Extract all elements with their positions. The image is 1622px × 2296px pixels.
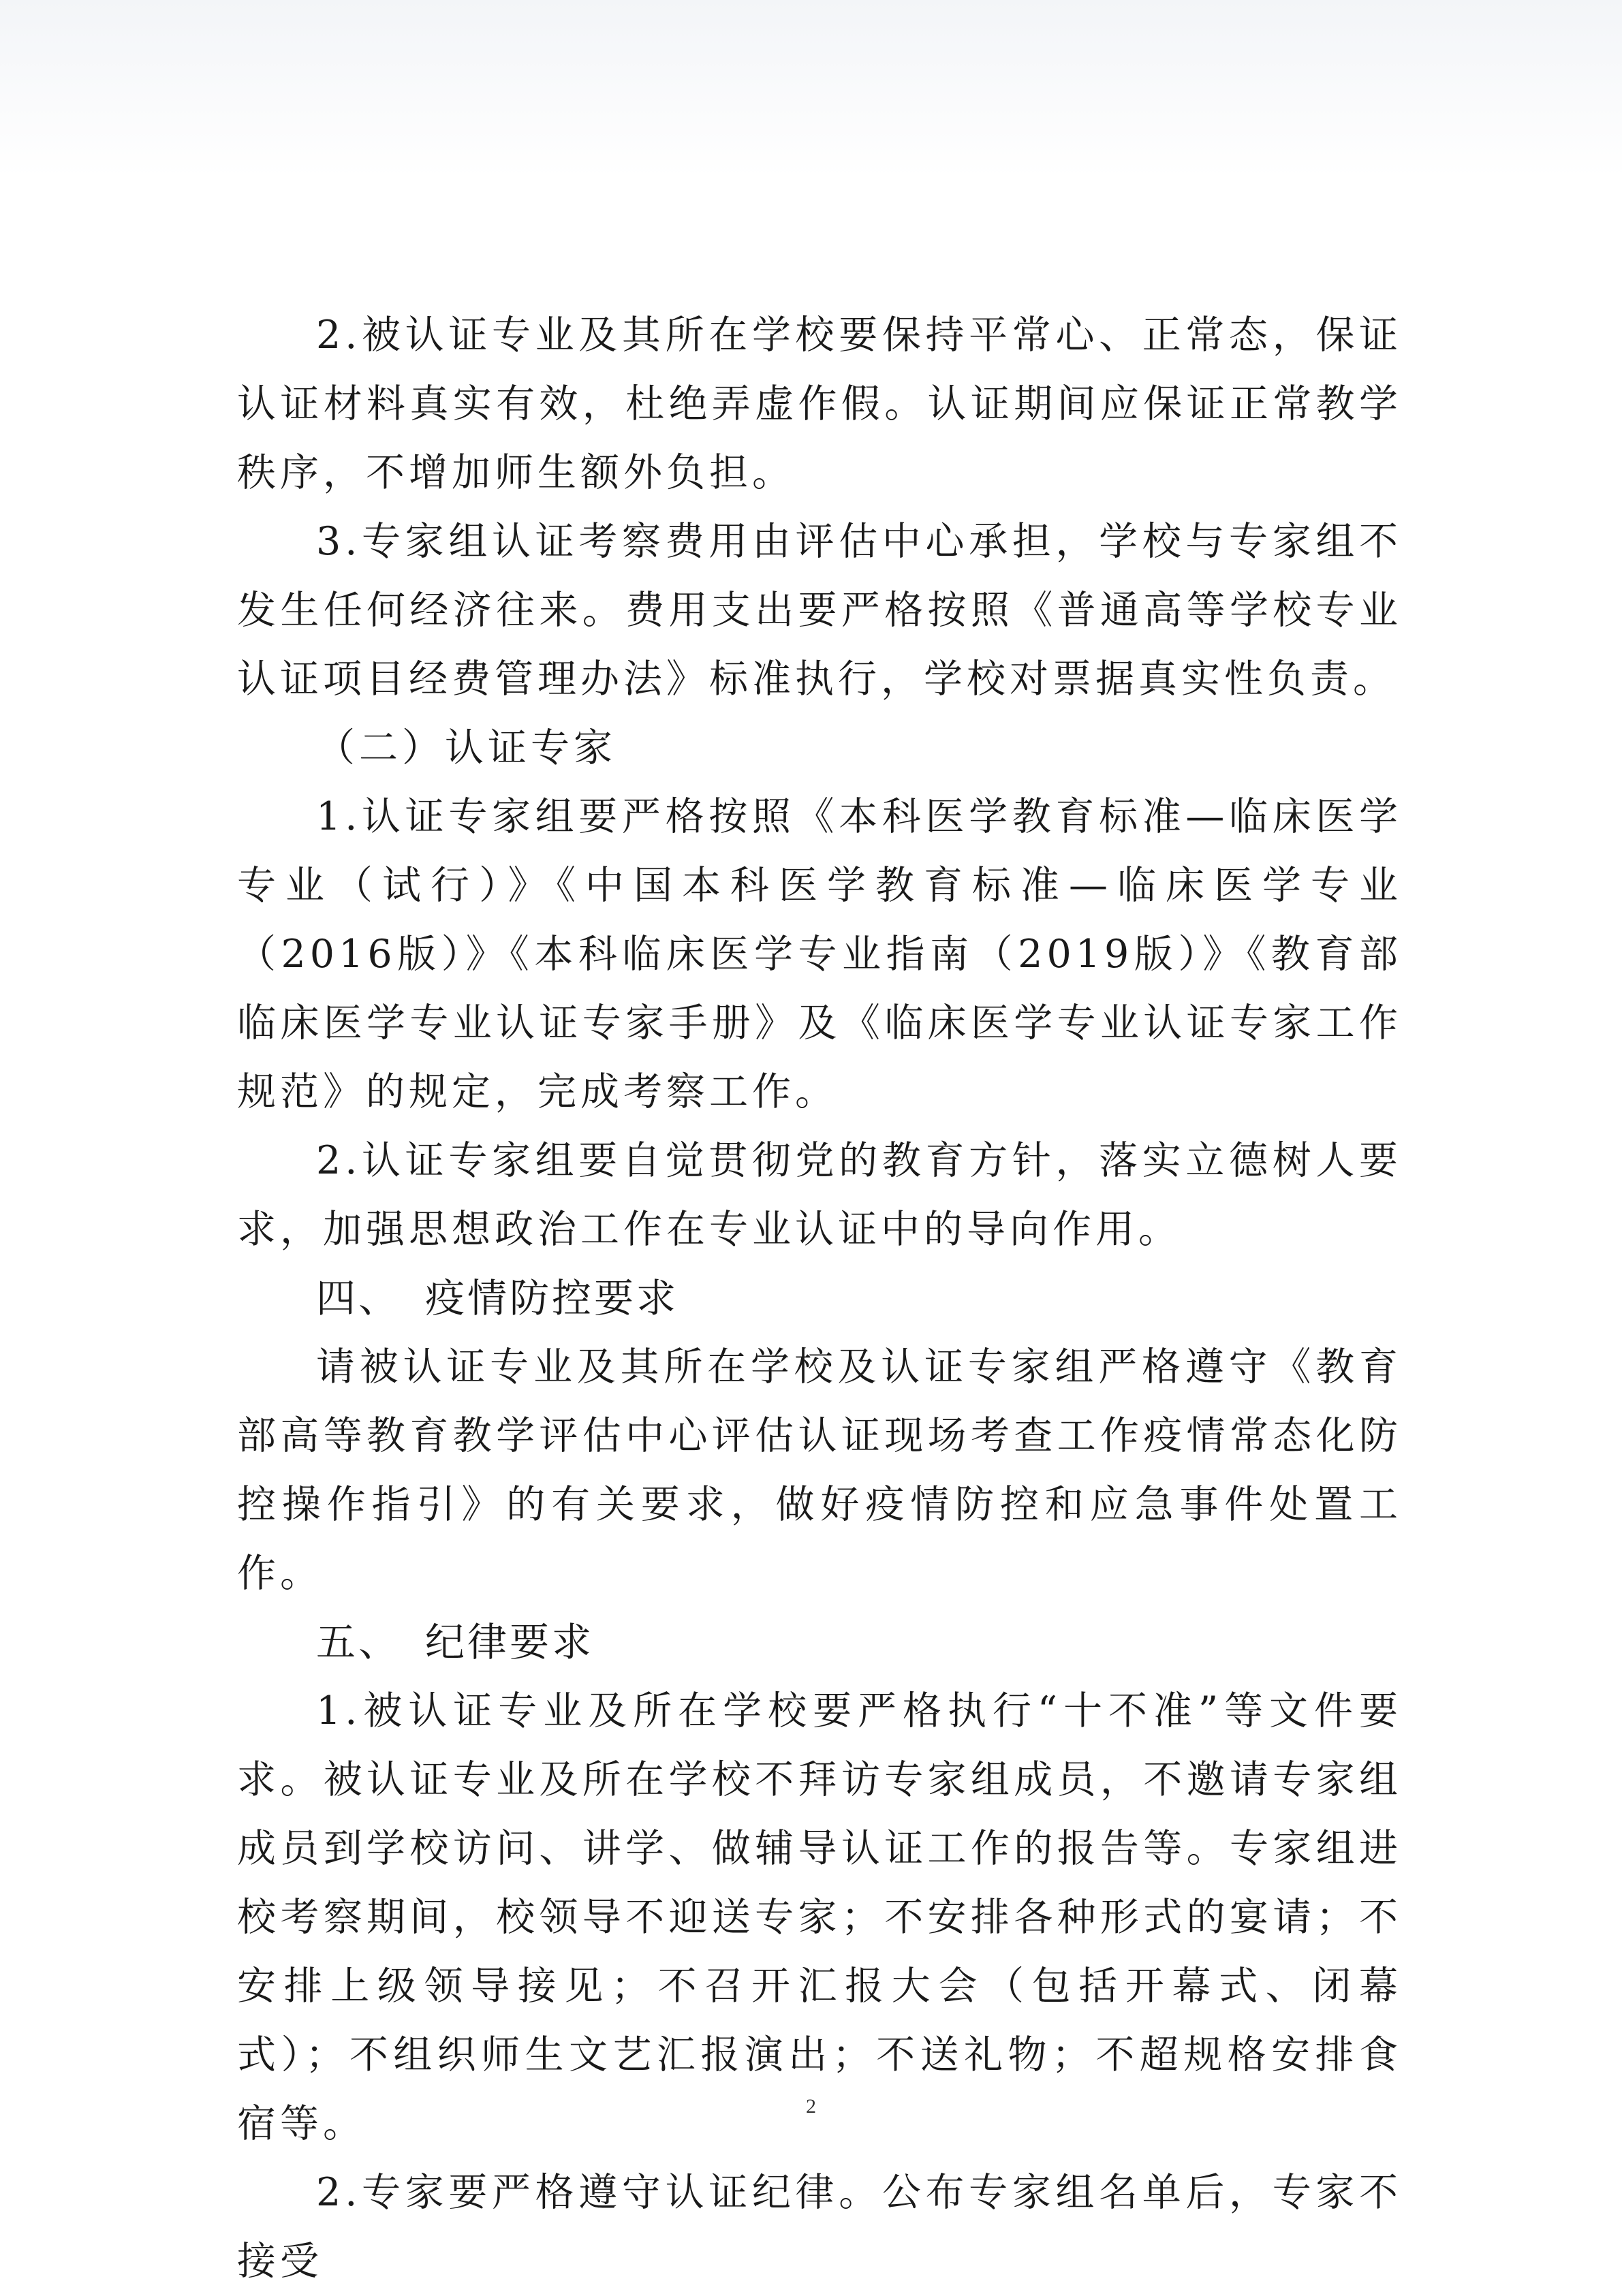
section-title: 纪律要求 — [425, 1619, 595, 1665]
paragraph-school-discipline: 1.被认证专业及所在学校要严格执行“十不准”等文件要求。被认证专业及所在学校不拜访专家组成员，不邀请专家组成员到学校访问、讲学、做辅导认证工作的报告等。专家组进校考察期间，校领导不迎送专家；不安排各种形式的宴请；不安排上级领导接见；不召开汇报大会（包括开幕式、闭幕式）；不组织师生文艺汇报演出；不送礼物；不超规格安排食宿等。 — [237, 1688, 1402, 2146]
section-title: 疫情防控要求 — [425, 1275, 679, 1321]
paragraph-expert-standards: 1.认证专家组要严格按照《本科医学教育标准—临床医学专业（试行）》《中国本科医学教育标准—临床医学专业（2016版）》《本科临床医学专业指南（2019版）》《教育部临床医学专业认证专家手册》及《临床医学专业认证专家工作规范》的规定，完成考察工作。 — [237, 794, 1402, 1114]
paragraph-expert-discipline: 2.专家要严格遵守认证纪律。公布专家组名单后，专家不接受 — [237, 2170, 1402, 2284]
section-heading-discipline — [237, 1608, 1402, 1677]
document-body — [237, 301, 1402, 2296]
section-number: 五、 — [316, 1619, 401, 1665]
paragraph-expense-policy: 3.专家组认证考察费用由评估中心承担，学校与专家组不发生任何经济往来。费用支出要严格按照《普通高等学校专业认证项目经费管理办法》标准执行，学校对票据真实性负责。 — [237, 519, 1402, 702]
section-heading-epidemic — [237, 1264, 1402, 1333]
subheading-experts: （二）认证专家 — [316, 725, 617, 770]
page-number: 2 — [806, 2095, 816, 2118]
paragraph-expert-education-policy: 2.认证专家组要自觉贯彻党的教育方针，落实立德树人要求，加强思想政治工作在专业认证中的导向作用。 — [237, 1138, 1402, 1252]
paragraph-materials-integrity: 2.被认证专业及其所在学校要保持平常心、正常态，保证认证材料真实有效，杜绝弄虚作假。认证期间应保证正常教学秩序，不增加师生额外负担。 — [237, 313, 1402, 495]
section-number: 四、 — [316, 1275, 401, 1321]
paragraph-epidemic-control: 请被认证专业及其所在学校及认证专家组严格遵守《教育部高等教育教学评估中心评估认证现场考查工作疫情常态化防控操作指引》的有关要求，做好疫情防控和应急事件处置工作。 — [237, 1344, 1402, 1596]
